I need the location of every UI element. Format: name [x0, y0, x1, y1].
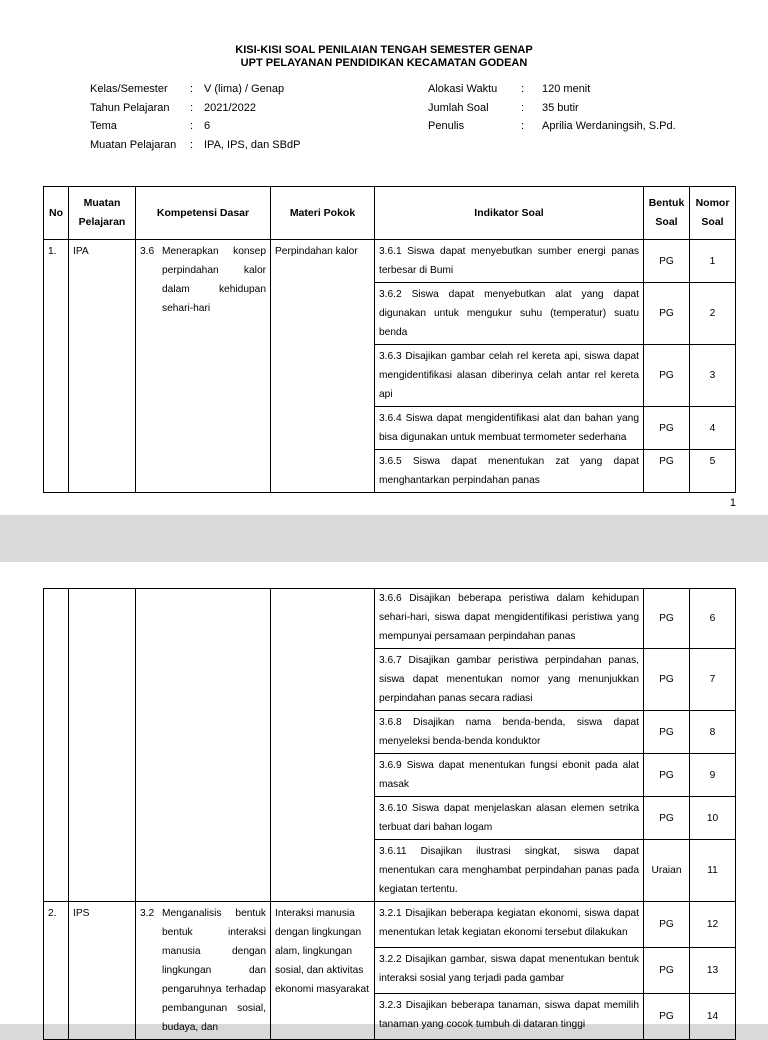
row-nomor: 11: [690, 840, 736, 902]
row-indikator: 3.6.7 Disajikan gambar peristiwa perpindahan panas, siswa dapat menentukan nomor yang menunjukkan perpindahan panas secara radiasi: [375, 649, 644, 711]
row-indikator: 3.6.9 Siswa dapat menentukan fungsi ebonit pada alat masak: [375, 754, 644, 797]
header-nomor: Nomor Soal: [690, 187, 736, 240]
row-bentuk: PG: [644, 994, 690, 1040]
meta-row-muatan: Muatan Pelajaran : IPA, IPS, dan SBdP: [90, 138, 301, 151]
row-no: 1.: [44, 240, 69, 493]
row-materi-empty: [271, 589, 375, 902]
row-bentuk: PG: [644, 754, 690, 797]
row-nomor: 10: [690, 797, 736, 840]
row-materi: Interaksi manusia dengan lingkungan alam, lingkungan sosial, dan aktivitas ekonomi masyarakat: [271, 902, 375, 1040]
row-muatan: IPS: [69, 902, 136, 1040]
row-indikator: 3.6.5 Siswa dapat menentukan zat yang dapat menghantarkan perpindahan panas: [375, 450, 644, 493]
row-bentuk: PG: [644, 711, 690, 754]
row-indikator: 3.2.2 Disajikan gambar, siswa dapat menentukan bentuk interaksi sosial yang terjadi pada gambar: [375, 948, 644, 994]
meta-row-penulis: Penulis : Aprilia Werdaningsih, S.Pd.: [428, 120, 676, 132]
row-indikator: 3.6.6 Disajikan beberapa peristiwa dalam kehidupan sehari-hari, siswa dapat mengidentifikasi peristiwa yang mempunyai persamaan perpindahan panas: [375, 589, 644, 649]
row-bentuk: PG: [644, 797, 690, 840]
row-indikator: 3.2.3 Disajikan beberapa tanaman, siswa dapat memilih tanaman yang cocok tumbuh di dataran tinggi: [375, 994, 644, 1040]
row-bentuk: PG: [644, 450, 690, 493]
table-row: [44, 240, 736, 283]
row-bentuk: PG: [644, 345, 690, 407]
row-bentuk: PG: [644, 589, 690, 649]
row-bentuk: PG: [644, 948, 690, 994]
row-indikator: 3.6.10 Siswa dapat menjelaskan alasan elemen setrika terbuat dari bahan logam: [375, 797, 644, 840]
row-no-empty: [44, 589, 69, 902]
row-nomor: 4: [690, 407, 736, 450]
row-bentuk: PG: [644, 283, 690, 345]
row-kd: 3.2 Menganalisis bentuk bentuk interaksi manusia dengan lingkungan dan pengaruhnya terhadap pembangunan sosial, budaya, dan: [136, 902, 271, 1040]
row-indikator: 3.6.11 Disajikan ilustrasi singkat, siswa dapat menentukan cara menghambat perpindahan panas pada kegiatan tertentu.: [375, 840, 644, 902]
header-muatan: Muatan Pelajaran: [69, 187, 136, 240]
row-indikator: 3.6.1 Siswa dapat menyebutkan sumber energi panas terbesar di Bumi: [375, 240, 644, 283]
meta-row-tahun: Tahun Pelajaran : 2021/2022: [90, 101, 256, 114]
meta-right: [428, 80, 676, 136]
row-indikator: 3.6.2 Siswa dapat menyebutkan alat yang dapat digunakan untuk mengukur suhu (temperatur) suatu benda: [375, 283, 644, 345]
meta-row-kelas: Kelas/Semester : V (lima) / Genap: [90, 83, 285, 95]
table-row: [44, 589, 736, 649]
row-nomor: 9: [690, 754, 736, 797]
table-header-row: [44, 187, 736, 240]
header-no: No: [44, 187, 69, 240]
document-title: KISI-KISI SOAL PENILAIAN TENGAH SEMESTER GENAP: [235, 44, 533, 56]
row-no: 2.: [44, 902, 69, 1040]
meta-row-alokasi: Alokasi Waktu : 120 menit: [428, 83, 591, 95]
row-nomor: 12: [690, 902, 736, 948]
row-bentuk: PG: [644, 240, 690, 283]
document-subtitle: UPT PELAYANAN PENDIDIKAN KECAMATAN GODEAN: [240, 57, 528, 69]
row-bentuk: PG: [644, 649, 690, 711]
row-indikator: 3.6.8 Disajikan nama benda-benda, siswa dapat menyeleksi benda-benda konduktor: [375, 711, 644, 754]
header-materi: Materi Pokok: [271, 187, 375, 240]
table-row: [44, 902, 736, 948]
row-nomor: 5: [690, 450, 736, 493]
row-nomor: 7: [690, 649, 736, 711]
row-muatan-empty: [69, 589, 136, 902]
row-materi: Perpindahan kalor: [271, 240, 375, 493]
meta-row-jumlah: Jumlah Soal : 35 butir: [428, 101, 579, 114]
row-nomor: 1: [690, 240, 736, 283]
kisi-kisi-table-page-2: [43, 588, 736, 1040]
row-kd: 3.6 Menerapkan konsep perpindahan kalor dalam kehidupan sehari-hari: [136, 240, 271, 493]
row-nomor: 2: [690, 283, 736, 345]
kisi-kisi-table-page-1: [43, 186, 736, 493]
meta-row-tema: Tema : 6: [90, 120, 211, 132]
row-nomor: 3: [690, 345, 736, 407]
row-nomor: 14: [690, 994, 736, 1040]
row-indikator: 3.2.1 Disajikan beberapa kegiatan ekonomi, siswa dapat menentukan letak kegiatan ekonomi tersebut dilakukan: [375, 902, 644, 948]
row-muatan: IPA: [69, 240, 136, 493]
header-bentuk: Bentuk Soal: [644, 187, 690, 240]
document-page-2: [0, 562, 768, 1033]
row-nomor: 8: [690, 711, 736, 754]
row-bentuk: PG: [644, 902, 690, 948]
row-nomor: 6: [690, 589, 736, 649]
row-bentuk: Uraian: [644, 840, 690, 902]
document-page-1: [0, 0, 768, 515]
row-kd-empty: [136, 589, 271, 902]
row-bentuk: PG: [644, 407, 690, 450]
row-indikator: 3.6.3 Disajikan gambar celah rel kereta api, siswa dapat mengidentifikasi alasan diberinya celah antar rel kereta api: [375, 345, 644, 407]
header-indikator: Indikator Soal: [375, 187, 644, 240]
page-number: 1: [729, 497, 736, 509]
meta-left: [90, 80, 300, 154]
row-nomor: 13: [690, 948, 736, 994]
row-indikator: 3.6.4 Siswa dapat mengidentifikasi alat dan bahan yang bisa digunakan untuk membuat termometer sederhana: [375, 407, 644, 450]
header-kd: Kompetensi Dasar: [136, 187, 271, 240]
